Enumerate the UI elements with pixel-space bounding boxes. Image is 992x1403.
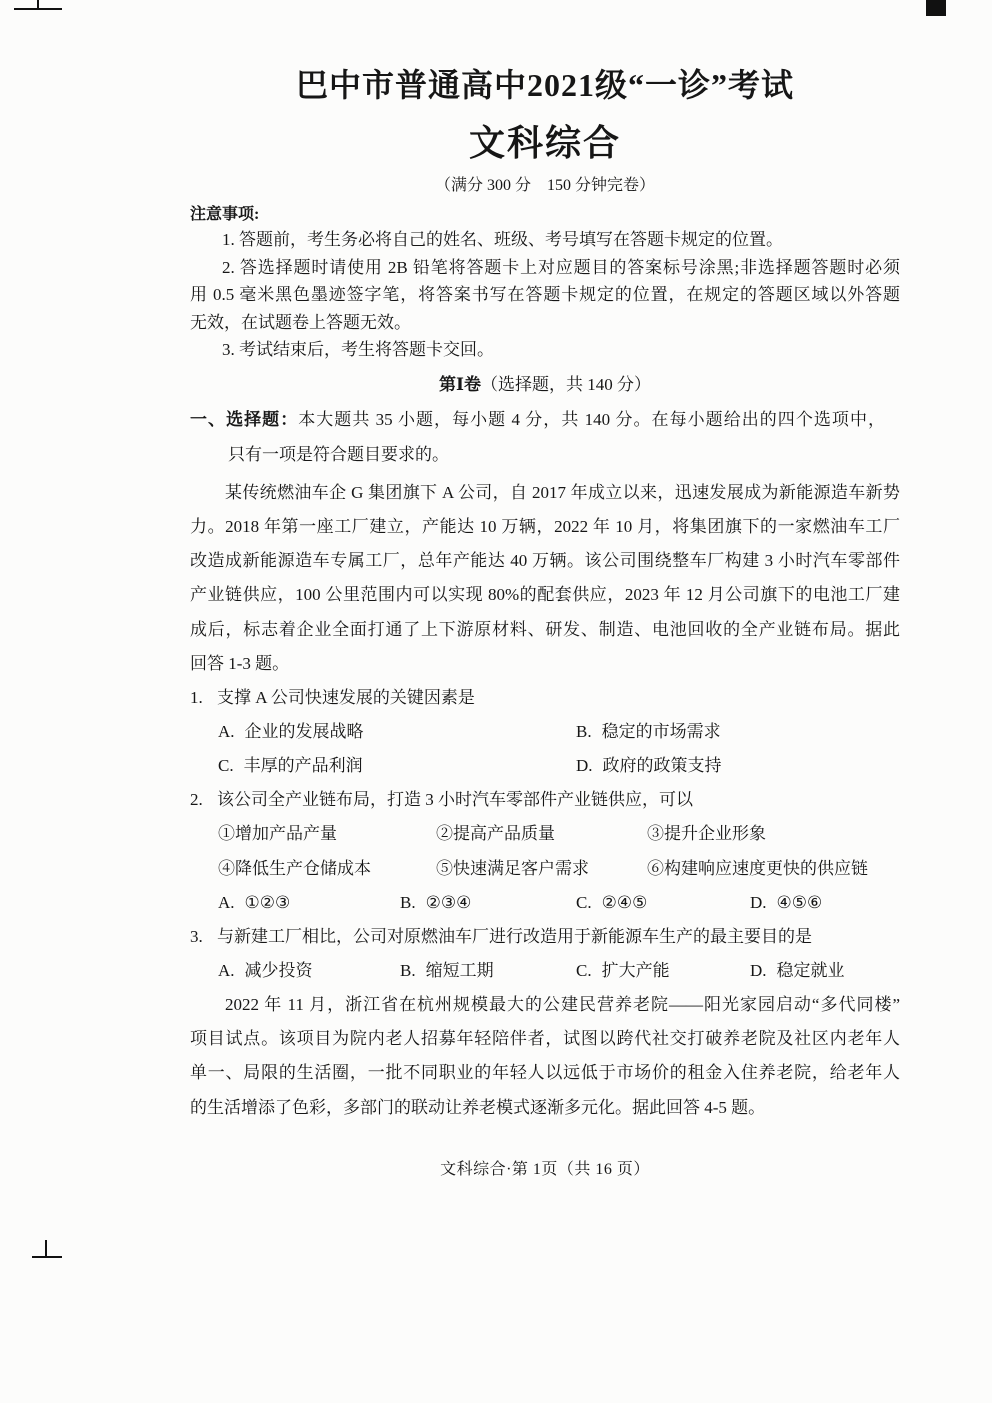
option-a	[218, 886, 400, 920]
option-key: B.	[400, 892, 416, 912]
passage-2-line: 项目试点。该项目为院内老人招募年轻陪伴者，试图以跨代社交打破养老院及社区内老年人	[190, 1029, 900, 1049]
option-text: 丰厚的产品利润	[243, 756, 363, 776]
question-1-stem	[190, 681, 900, 715]
statement-2	[436, 817, 647, 851]
option-text: 稳定就业	[776, 960, 845, 980]
option-key: A.	[218, 960, 235, 980]
question-1-options-row	[190, 749, 900, 783]
note-item-2-line: 2. 答选择题时请使用 2B 铅笔将答题卡上对应题目的答案标号涂黑;非选择题答题时必须	[222, 257, 900, 277]
statement-6	[647, 852, 900, 886]
passage-2-line: 2022 年 11 月，浙江省在杭州规模最大的公建民营养老院——阳光家园启动“多代同楼”	[225, 995, 900, 1015]
section-label: 第Ⅰ卷	[439, 375, 481, 394]
statement-1	[218, 817, 436, 851]
notes-heading: 注意事项:	[190, 206, 260, 223]
option-a	[218, 954, 400, 988]
questions-area	[190, 476, 900, 1125]
note-item-3: 3. 考试结束后，考生将答题卡交回。	[222, 340, 494, 359]
note-item-2-line: 用 0.5 毫米黑色墨迹签字笔，将答案书写在答题卡规定的位置，在规定的答题区域以外答题	[190, 285, 900, 304]
option-text: ②④⑤	[601, 892, 648, 912]
statement-key: ②	[436, 824, 453, 844]
option-key: C.	[576, 892, 592, 912]
section-title	[190, 371, 900, 399]
notes-list	[190, 226, 900, 364]
passage-1-line: 回答 1-3 题。	[190, 653, 290, 673]
page-footer: 文科综合·第 1页（共 16 页）	[440, 1161, 650, 1178]
passage-1-line: 力。2018 年第一座工厂建立，产能达 10 万辆，2022 年 10 月，将集团旗下的一家燃油车工厂	[190, 517, 900, 537]
question-3-stem	[190, 920, 900, 954]
question-number: 2.	[190, 790, 203, 810]
statement-text: 提高产品质量	[453, 824, 555, 844]
part-line	[190, 402, 900, 437]
option-key: D.	[576, 756, 593, 776]
exam-meta: （满分 300 分 150 分钟完卷）	[434, 177, 655, 194]
passage-2-line: 的生活增添了色彩，多部门的联动让养老模式逐渐多元化。据此回答 4-5 题。	[190, 1097, 766, 1117]
part-line: 只有一项是符合题目要求的。	[228, 445, 449, 464]
option-text: 缩短工期	[425, 960, 494, 980]
question-text: 该公司全产业链布局，打造 3 小时汽车零部件产业链供应，可以	[217, 790, 693, 810]
option-b	[576, 715, 900, 749]
statement-5	[436, 852, 647, 886]
option-d	[750, 954, 900, 988]
option-c	[218, 749, 576, 783]
option-d	[750, 886, 900, 920]
exam-subject: 文科综合	[468, 123, 621, 163]
option-c	[576, 954, 750, 988]
question-2-statements-row	[190, 817, 900, 851]
passage-1-line: 某传统燃油车企 G 集团旗下 A 公司，自 2017 年成立以来，迅速发展成为新能源造车新势	[225, 483, 900, 502]
question-2-statements-row	[190, 852, 900, 886]
option-b	[400, 886, 576, 920]
passage-1-line: 产业链供应，100 公里范围内可以实现 80%的配套供应，2023 年 12 月公司旗下的电池工厂建	[190, 585, 900, 605]
statement-text: 快速满足客户需求	[453, 858, 589, 878]
passage-1-line: 成后，标志着企业全面打通了上下游原材料、研发、制造、电池回收的全产业链布局。据此	[190, 619, 900, 639]
option-key: D.	[750, 960, 767, 980]
statement-4	[218, 852, 436, 886]
passage-2-line: 单一、局限的生活圈，一批不同职业的年轻人以远低于市场价的租金入住养老院，给老年人	[190, 1063, 900, 1083]
option-c	[576, 886, 750, 920]
section-detail: （选择题，共 140 分）	[480, 375, 651, 394]
crop-mark-top-left-v	[37, 0, 39, 10]
crop-mark-bottom-left-h	[32, 1256, 62, 1258]
question-1-options-row	[190, 715, 900, 749]
option-a	[218, 715, 576, 749]
option-key: C.	[218, 756, 234, 776]
option-text: 扩大产能	[601, 960, 670, 980]
question-2-stem	[190, 783, 900, 817]
note-item-2-line: 无效，在试题卷上答题无效。	[190, 312, 411, 332]
option-key: A.	[218, 892, 235, 912]
statement-text: 提升企业形象	[664, 824, 766, 844]
option-text: ④⑤⑥	[776, 892, 823, 912]
registration-square	[926, 0, 946, 16]
option-key: C.	[576, 960, 592, 980]
option-key: B.	[576, 721, 592, 741]
question-number: 3.	[190, 926, 203, 946]
statement-3	[647, 817, 900, 851]
question-2-options-row	[190, 886, 900, 920]
statement-key: ①	[218, 824, 235, 844]
option-text: 减少投资	[244, 960, 313, 980]
statement-key: ③	[647, 824, 664, 844]
note-item-1: 1. 答题前，考生务必将自己的姓名、班级、考号填写在答题卡规定的位置。	[222, 230, 783, 249]
question-text: 与新建工厂相比，公司对原燃油车厂进行改造用于新能源车生产的最主要目的是	[217, 926, 812, 946]
question-3-options-row	[190, 954, 900, 988]
option-key: A.	[218, 721, 235, 741]
passage-1-line: 改造成新能源造车专属工厂，总年产能达 40 万辆。该公司围绕整车厂构建 3 小时汽车零部件	[190, 551, 900, 571]
statement-text: 构建响应速度更快的供应链	[664, 858, 868, 878]
exam-title: 巴中市普通高中2021级“一诊”考试	[295, 67, 794, 103]
option-b	[400, 954, 576, 988]
statement-key: ④	[218, 858, 235, 878]
statement-text: 降低生产仓储成本	[235, 858, 371, 878]
statement-key: ⑤	[436, 858, 453, 878]
option-key: B.	[400, 960, 416, 980]
part-label: 一、选择题：	[190, 410, 299, 429]
option-text: 稳定的市场需求	[601, 721, 721, 741]
option-text: ①②③	[244, 892, 291, 912]
option-text: 政府的政策支持	[602, 756, 722, 776]
question-text: 支撑 A 公司快速发展的关键因素是	[217, 687, 475, 707]
statement-text: 增加产品产量	[235, 824, 337, 844]
statement-key: ⑥	[647, 858, 664, 878]
part-text: 本大题共 35 小题，每小题 4 分，共 140 分。在每小题给出的四个选项中，	[298, 410, 886, 429]
option-text: ②③④	[425, 892, 472, 912]
option-d	[576, 749, 900, 783]
option-key: D.	[750, 892, 767, 912]
question-number: 1.	[190, 687, 203, 707]
part-instructions	[190, 402, 900, 472]
option-text: 企业的发展战略	[244, 721, 364, 741]
